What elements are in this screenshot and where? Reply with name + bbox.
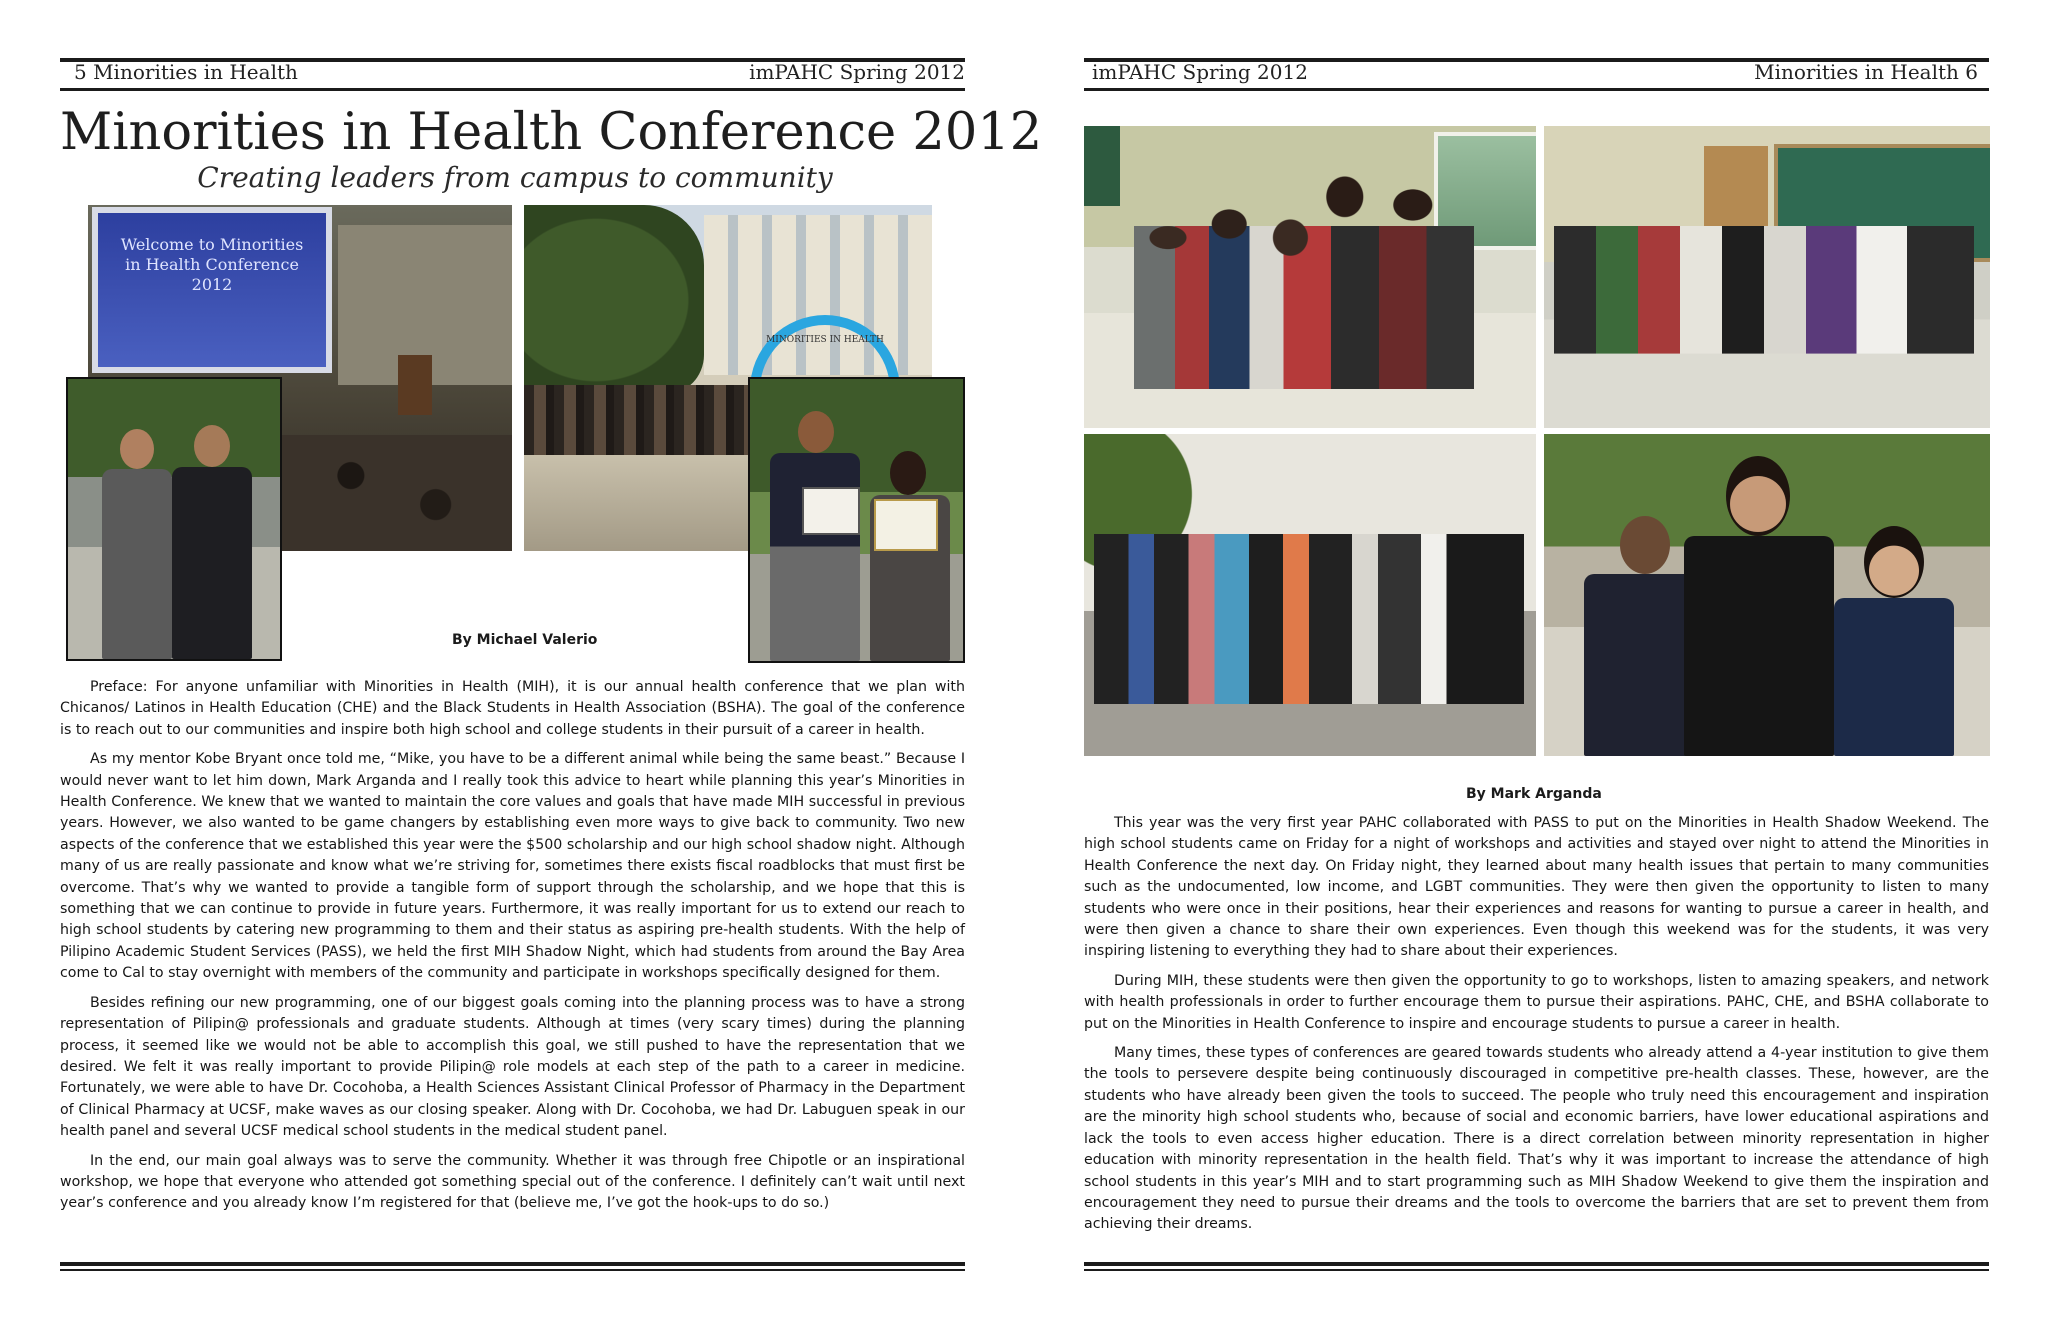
- posing-group-photo: [1544, 126, 1990, 428]
- outdoor-group-photo: [1084, 434, 1536, 756]
- byline-left: By Michael Valerio: [452, 632, 598, 648]
- banner-text: MINORITIES IN HEALTH: [766, 335, 884, 345]
- friend-woman-right: [1834, 526, 1954, 756]
- paragraph: In the end, our main goal always was to serve the community. Whether it was through free Chipotle or an inspirational workshop, we hope that everyone who attended got something special out of the conference. I definitely can’t wait until next year’s conference and you already know I’m registered for that (believe me, I’ve got the hook-ups to do so.): [60, 1152, 965, 1212]
- slide-text: Welcome to Minorities in Health Conference 2012: [120, 235, 304, 294]
- projection-screen: [92, 207, 332, 373]
- two-students-photo: [66, 377, 282, 661]
- header-bottom-rule: [60, 88, 965, 91]
- friend-woman-center: [1684, 456, 1834, 756]
- header-right: Minorities in Health 6: [1754, 60, 1978, 84]
- article-body-left: [60, 677, 965, 1223]
- three-friends-photo: [1544, 434, 1990, 756]
- recipient-woman: [870, 451, 950, 661]
- header-left: imPAHC Spring 2012: [1092, 60, 1308, 84]
- article-body-right: [1084, 813, 1989, 1244]
- classroom-group-photo: [1084, 126, 1536, 428]
- slide: [98, 213, 326, 367]
- footer-rule-thin: [60, 1269, 965, 1271]
- award-recipients-photo: [748, 377, 965, 663]
- group-people: [1094, 534, 1524, 704]
- group-people: [1134, 156, 1474, 428]
- student-right: [172, 425, 252, 659]
- right-page: [1040, 0, 2048, 1325]
- footer-rule-thin: [1084, 1269, 1989, 1271]
- paragraph: As my mentor Kobe Bryant once told me, “Mike, you have to be a different animal while being the same beast.” Because I would never want to let him down, Mark Arganda and I really took this advice to heart while planning this year’s Minorities in Health Conference. We knew that we wanted to maintain the core values and goals that have made MIH successful in previous years. However, we also wanted to be game changers by establishing even more ways to give back to community. Two new aspects of the conference that we established this year were the $500 scholarship and our high school shadow night. Although many of us are really passionate and know what we’re striving for, sometimes there exists fiscal roadblocks that must first be overcome. That’s why we wanted to provide a tangible form of support through the scholarship, and we hope that this is something that we can continue to provide in future years. Furthermore, it was really important for us to extend our reach to high school students by catering new programming to them and their status as aspiring pre-health students. With the help of Pilipino Academic Student Services (PASS), we held the first MIH Shadow Night, which had students from around the Bay Area come to Cal to stay overnight with members of the community and participate in workshops specifically designed for them.: [60, 751, 965, 982]
- trees: [524, 205, 704, 395]
- paragraph: This year was the very first year PAHC collaborated with PASS to put on the Minorities in Health Shadow Weekend. The high school students came on Friday for a night of workshops and activities and stayed over night to attend the Minorities in Health Conference the next day. On Friday night, they learned about many health issues that pertain to many communities such as the undocumented, low income, and LGBT communities. They were then given the opportunity to listen to many students who were once in their positions, hear their experiences and reasons for wanting to pursue a career in health, and were then given a chance to share their own experiences. Even though this weekend was for the students, it was very inspiring listening to everything they had to share about their experiences.: [1084, 815, 1989, 960]
- group-people: [1554, 196, 1974, 428]
- header-right: imPAHC Spring 2012: [749, 60, 965, 84]
- page-title: Minorities in Health Conference 2012: [60, 103, 1043, 162]
- header-left: 5 Minorities in Health: [74, 60, 298, 84]
- paragraph: Many times, these types of conferences are geared towards students who already attend a 4-year institution to give them the tools to persevere despite being continuously discouraged in competitive pre-health classes. These, however, are the students who have already been given the tools to succeed. The people who truly need this encouragement and inspiration are the minority high school students who, because of social and economic barriers, have lower educational aspirations and lack the tools to even access higher education. There is a direct correlation between minority representation in higher education with minority representation in the health field. That’s why it was important to increase the attendance of high school students in this year’s MIH and to start programming such as MIH Shadow Weekend to give them the inspiration and encouragement they need to pursue their dreams and the tools to overcome the barriers that are set to prevent them from achieving their dreams.: [1084, 1045, 1989, 1233]
- footer-rule-thick: [1084, 1262, 1989, 1266]
- paragraph-preface: Preface: For anyone unfamiliar with Minorities in Health (MIH), it is our annual health conference that we plan with Chicanos/ Latinos in Health Education (CHE) and the Black Students in Health Association (BSHA). The goal of the conference is to reach out to our communities and inspire both high school and college students in their pursuit of a career in health.: [60, 679, 965, 738]
- paragraph: Besides refining our new programming, one of our biggest goals coming into the planning process was to have a strong representation of Pilipin@ professionals and graduate students. Although at times (very scary times) during the planning process, it seemed like we would not be able to accomplish this goal, we still pushed to have the representation that we desired. We felt it was really important to provide Pilipin@ role models at each step of the path to a career in medicine. Fortunately, we were able to have Dr. Cocohoba, a Health Sciences Assistant Clinical Professor of Pharmacy in the Department of Clinical Pharmacy at UCSF, make waves as our closing speaker. Along with Dr. Cocohoba, we had Dr. Labuguen speak in our health panel and several UCSF medical school students in the medical student panel.: [60, 994, 965, 1140]
- byline-right: By Mark Arganda: [1466, 786, 1602, 802]
- page-subtitle: Creating leaders from campus to community: [197, 161, 833, 194]
- certificate-left: [802, 487, 860, 535]
- paragraph: During MIH, these students were then given the opportunity to go to workshops, listen to amazing speakers, and network with health professionals in order to further encourage them to pursue their aspirations. PAHC, CHE, and BSHA collaborate to put on the Minorities in Health Conference to inspire and encourage students to pursue a career in health.: [1084, 972, 1989, 1032]
- podium: [398, 355, 432, 415]
- header-bottom-rule: [1084, 88, 1989, 91]
- certificate-right: [874, 499, 938, 551]
- student-left: [102, 429, 172, 659]
- footer-rule-thick: [60, 1262, 965, 1266]
- chalkboard: [1084, 126, 1120, 206]
- recipient-man: [770, 411, 860, 661]
